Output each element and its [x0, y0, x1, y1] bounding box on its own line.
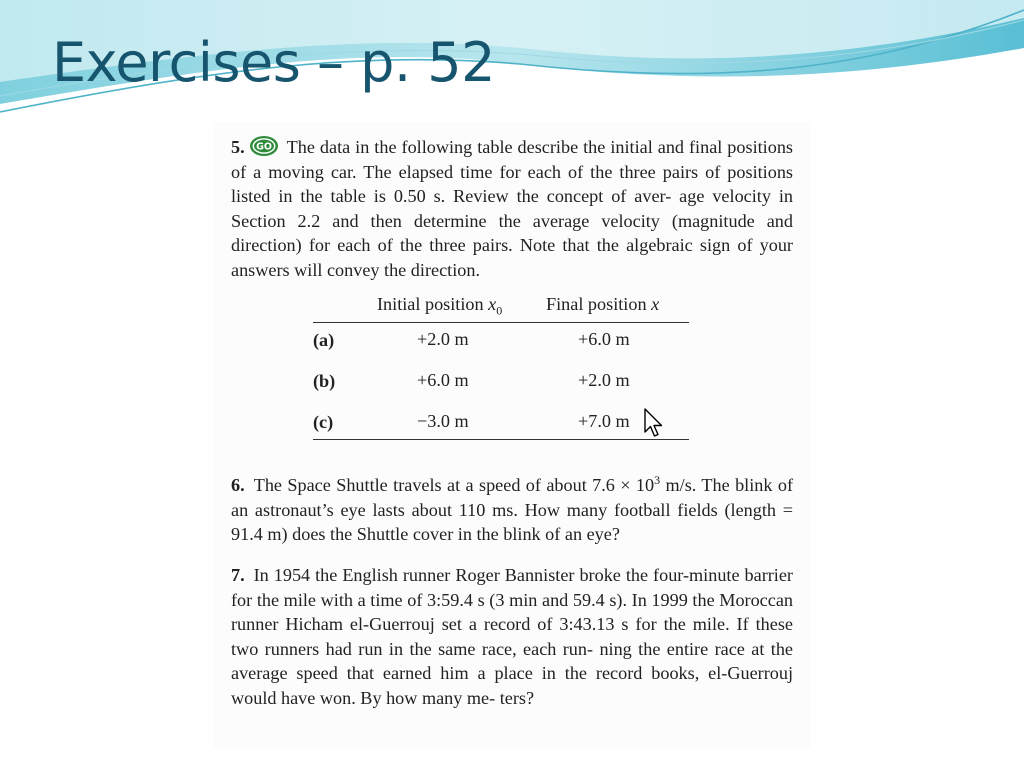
position-table [313, 292, 691, 442]
initial-position-cell: +2.0 m [417, 329, 469, 349]
final-position-cell: +6.0 m [578, 329, 630, 349]
slide-title: Exercises – p. 52 [52, 31, 495, 94]
initial-position-cell: +6.0 m [417, 370, 469, 390]
row-label: (b) [313, 371, 336, 391]
mouse-pointer-icon [644, 408, 664, 440]
problem-6: 6. The Space Shuttle travels at a speed of about $7.6 \times 10^3$ m/s. The blink of an astronaut’s eye lasts about 110 ms. How many football fields (length = 91.4 m) does the Shuttle cover in the blink of an eye? [231, 473, 794, 545]
problem-7 [231, 563, 793, 711]
svg-text:GO: GO [255, 141, 272, 153]
final-position-cell: +2.0 m [578, 370, 630, 390]
problem-6-number: 6. [231, 475, 245, 496]
problem-7-number: 7. [231, 565, 245, 585]
problem-5-text: The data in the following table describe the initial and final positions of a moving car. The elapsed time for each of the three pairs of positions listed in the table is 0.50 s. Review the concept of aver- age velocity in Section 2.2 and then determine the average velocity (magnitude and direction) for each of the three pairs. Note that the algebraic sign of your answers will convey the direction. [231, 137, 793, 280]
row-label: (c) [313, 412, 334, 432]
header-initial-position: Initial position $x_0$ [377, 294, 503, 318]
final-position-cell: +7.0 m [578, 411, 630, 431]
row-label: (a) [313, 330, 335, 350]
initial-position-cell: −3.0 m [417, 411, 469, 431]
header-final-position: Final position x [546, 294, 660, 314]
table-rule-top [313, 322, 689, 323]
problem-5-number: 5. [231, 137, 245, 157]
go-icon [249, 135, 279, 157]
table-rule-bottom [313, 439, 689, 440]
problem-7-text: In 1954 the English runner Roger Bannister broke the four-minute barrier for the mile with a time of 3:59.4 s (3 min and 59.4 s). In 1999 the Moroccan runner Hicham el-Guerrouj set a record of 3:43.13 s for the mile. If these two runners had run in the same race, each run- ning the entire race at the average speed that earned him a place in the record books, el-Guerrouj would have won. By how many me- ters? [231, 565, 793, 708]
problem-5 [231, 135, 793, 283]
textbook-excerpt [213, 122, 811, 747]
